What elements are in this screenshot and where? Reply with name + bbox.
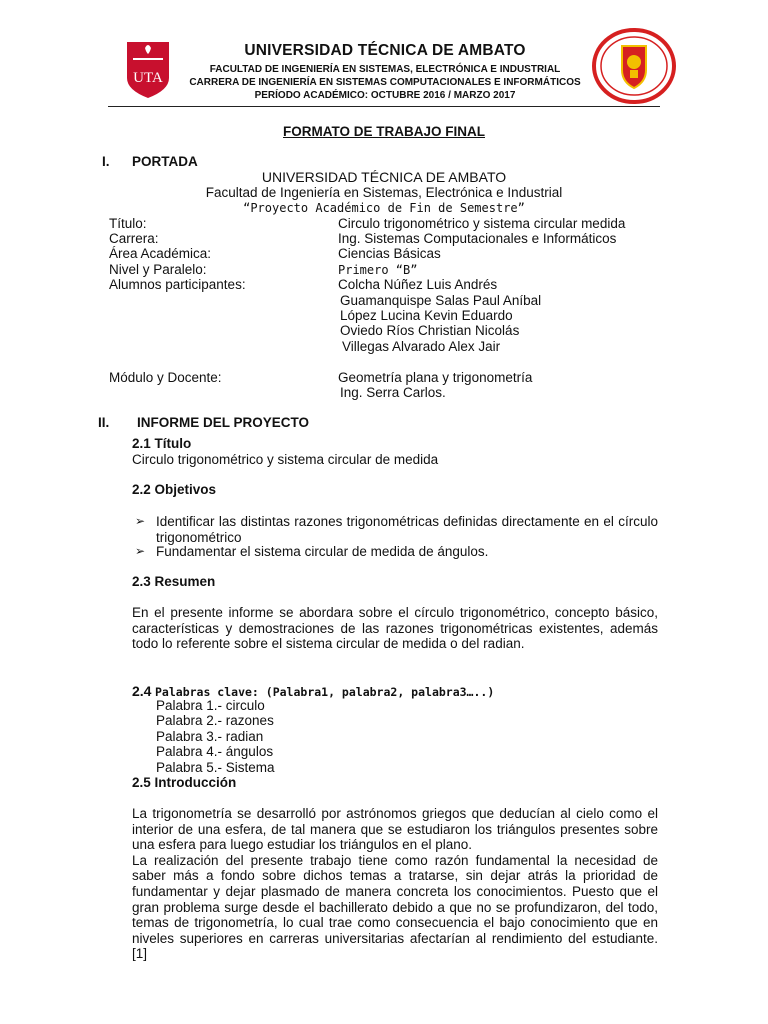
header-university: UNIVERSIDAD TÉCNICA DE AMBATO xyxy=(244,42,526,59)
header-period: PERÍODO ACADÉMICO: OCTUBRE 2016 / MARZO 2017 xyxy=(254,90,516,101)
docente-value: Ing. Serra Carlos. xyxy=(340,385,446,400)
objective-item: Identificar las distintas razones trigonométricas definidas directamente en el círculo trigonométrico xyxy=(156,514,658,545)
arrow-bullet-icon: ➢ xyxy=(135,544,146,558)
modulo-label: Módulo y Docente: xyxy=(109,370,222,385)
carrera-value: Ing. Sistemas Computacionales e Informáticos xyxy=(338,231,617,246)
doc-title: FORMATO DE TRABAJO FINAL xyxy=(283,124,485,139)
keyword-item: Palabra 1.- circulo xyxy=(156,698,265,713)
informe-numeral: II. xyxy=(98,415,110,430)
section-2-5-title: 2.5 Introducción xyxy=(132,775,237,790)
carrera-label: Carrera: xyxy=(109,231,159,246)
section-2-3-title: 2.3 Resumen xyxy=(132,574,216,589)
alumno-item: Guamanquispe Salas Paul Aníbal xyxy=(340,293,542,308)
header-faculty: FACULTAD DE INGENIERÍA EN SISTEMAS, ELECTRÓNICA E INDUSTRIAL xyxy=(209,64,561,75)
section-2-4-number: 2.4 xyxy=(132,683,152,699)
arrow-bullet-icon: ➢ xyxy=(135,514,146,528)
section-2-1-text: Circulo trigonométrico y sistema circular de medida xyxy=(132,452,439,467)
section-2-4-title: Palabras clave: (Palabra1, palabra2, palabra3…..) xyxy=(155,685,495,699)
informe-heading: INFORME DEL PROYECTO xyxy=(137,415,310,430)
area-value: Ciencias Básicas xyxy=(338,246,441,261)
intro-paragraph-2: La realización del presente trabajo tiene como razón fundamental la necesidad de saber más a fondo sobre dichos temas a tratarse, sin dejar atrás la prioridad de fundamentar y dejar plasmado de manera concreta los conocimientos. Puesto que el gran problema surge desde el bachillerato debido a que no se profundizaron, del todo, temas de trigonometría, lo cual trae como consecuencia el bajo conocimiento que en niveles superiores en carreras universitarias afectarían al rendimiento del estudiante. [1] xyxy=(132,852,658,962)
alumno-item: Colcha Núñez Luis Andrés xyxy=(338,277,498,292)
uta-logo-text: UTA xyxy=(133,70,163,86)
keyword-item: Palabra 2.- razones xyxy=(156,713,274,728)
portada-university: UNIVERSIDAD TÉCNICA DE AMBATO xyxy=(261,169,507,185)
titulo-value: Circulo trigonométrico y sistema circular medida xyxy=(338,216,626,231)
faculty-seal xyxy=(592,28,676,104)
header-career: CARRERA DE INGENIERÍA EN SISTEMAS COMPUTACIONALES E INFORMÁTICOS xyxy=(189,77,581,88)
keyword-item: Palabra 5.- Sistema xyxy=(156,760,275,775)
section-2-1-title: 2.1 Título xyxy=(132,436,192,451)
alumno-item: Oviedo Ríos Christian Nicolás xyxy=(340,323,520,338)
objective-item: Fundamentar el sistema circular de medida de ángulos. xyxy=(156,544,489,559)
nivel-label: Nivel y Paralelo: xyxy=(109,262,207,277)
section-2-2-title: 2.2 Objetivos xyxy=(132,482,217,497)
section-2-5-text xyxy=(132,806,658,962)
alumno-item: López Lucina Kevin Eduardo xyxy=(340,308,513,323)
portada-project: “Proyecto Académico de Fin de Semestre” xyxy=(243,201,525,215)
titulo-label: Título: xyxy=(109,216,147,231)
portada-faculty: Facultad de Ingeniería en Sistemas, Electrónica e Industrial xyxy=(205,185,563,200)
nivel-value: Primero “B” xyxy=(338,263,418,277)
keyword-item: Palabra 3.- radian xyxy=(156,729,264,744)
area-label: Área Académica: xyxy=(109,246,212,261)
portada-numeral: I. xyxy=(102,154,110,169)
header-divider xyxy=(108,106,660,107)
alumnos-label: Alumnos participantes: xyxy=(109,277,246,292)
portada-heading: PORTADA xyxy=(132,154,198,169)
intro-paragraph-1: La trigonometría se desarrolló por astrónomos griegos que deducían al cielo como el interior de una esfera, de tal manera que se estudiaron los triángulos presentes sobre una esfera para luego estudiar los triángulos en el plano. xyxy=(132,806,658,853)
uta-logo xyxy=(123,38,173,100)
keyword-item: Palabra 4.- ángulos xyxy=(156,744,274,759)
modulo-value: Geometría plana y trigonometría xyxy=(338,370,533,385)
section-2-3-text: En el presente informe se abordara sobre el círculo trigonométrico, concepto básico, características y demostraciones de las razones trigonométricas existentes, además todo lo referente sobre el sistema circular de medida o del radian. xyxy=(132,605,658,652)
alumno-item: Villegas Alvarado Alex Jair xyxy=(342,339,501,354)
